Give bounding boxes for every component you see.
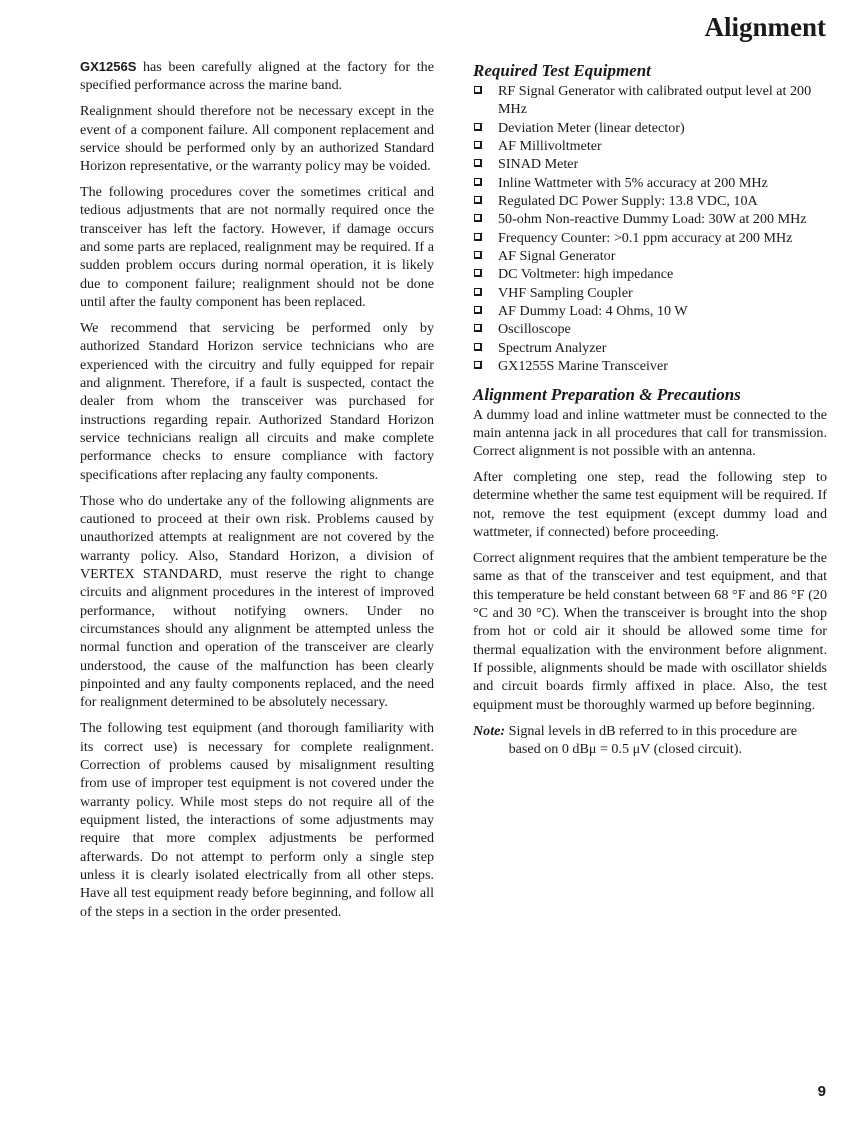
equipment-label: SINAD Meter bbox=[498, 156, 579, 173]
checkbox-icon bbox=[474, 214, 482, 222]
equipment-label: VHF Sampling Coupler bbox=[498, 284, 633, 301]
equipment-label: Spectrum Analyzer bbox=[498, 339, 607, 356]
equipment-label: DC Voltmeter: high impedance bbox=[498, 266, 674, 283]
note-label: Note: bbox=[473, 722, 509, 739]
equipment-label: 50-ohm Non-reactive Dummy Load: 30W at 200 MHz bbox=[498, 211, 807, 228]
equipment-item bbox=[473, 284, 827, 302]
note-text: Signal levels in dB referred to in this procedure are based on 0 dBμ = 0.5 μV (closed circuit). bbox=[508, 722, 798, 757]
right-column bbox=[473, 58, 827, 758]
paragraph: Realignment should therefore not be necessary except in the event of a component failure. All component replacement and service should be performed only by an authorized Standard Horizon representative, or the warranty policy may be voided. bbox=[80, 103, 434, 175]
equipment-label: Inline Wattmeter with 5% accuracy at 200 MHz bbox=[498, 174, 768, 191]
checkbox-icon bbox=[474, 288, 482, 296]
checkbox-icon bbox=[474, 269, 482, 277]
paragraph: A dummy load and inline wattmeter must be connected to the main antenna jack in all procedures that call for transmission. Correct alignment is not possible with an antenna. bbox=[473, 406, 827, 460]
paragraph: The following test equipment (and thorough familiarity with its correct use) is necessary for complete realignment. Correction of problems caused by misalignment resulting from use of improper test equipment is not covered under the warranty policy. While most steps do not require all of the equipment listed, the interactions of some adjustments may require that more complex adjustments be performed afterwards. Do not attempt to perform only a single step unless it is clearly isolated electrically from all other steps. Have all test equipment ready before beginning, and follow all of the steps in a section in the order presented. bbox=[80, 720, 434, 920]
equipment-item bbox=[473, 357, 827, 375]
equipment-label: Deviation Meter (linear detector) bbox=[498, 119, 685, 136]
paragraph: Those who do undertake any of the following alignments are cautioned to proceed at their own risk. Problems caused by unauthorized attempts at realignment are not covered by the warranty policy. Also, Standard Horizon, a division of VERTEX STANDARD, must reserve the right to change circuits and alignment procedures in the interest of improved performance, without notifying owners. Under no circumstances should any alignment be attempted unless the normal function and operation of the transceiver are clearly understood, the cause of the malfunction has been clearly pinpointed and any faulty components replaced, and the need for realignment determined to be absolutely necessary. bbox=[80, 492, 434, 711]
equipment-label: AF Signal Generator bbox=[498, 248, 616, 265]
checkbox-icon bbox=[474, 86, 482, 94]
equipment-label: Frequency Counter: >0.1 ppm accuracy at 200 MHz bbox=[498, 229, 793, 246]
equipment-item bbox=[473, 339, 827, 357]
checkbox-icon bbox=[474, 196, 482, 204]
model-name: GX1256S bbox=[80, 59, 137, 74]
checkbox-icon bbox=[474, 141, 482, 149]
page-number: 9 bbox=[817, 1083, 826, 1100]
intro-paragraph: GX1256S has been carefully aligned at the factory for the specified performance across the marine band. bbox=[80, 59, 434, 94]
page-title: Alignment bbox=[704, 12, 826, 42]
checkbox-icon bbox=[474, 324, 482, 332]
equipment-item bbox=[473, 192, 827, 210]
checkbox-icon bbox=[474, 123, 482, 131]
equipment-item bbox=[473, 302, 827, 320]
equipment-item bbox=[473, 265, 827, 283]
equipment-list bbox=[473, 82, 827, 376]
equipment-item bbox=[473, 137, 827, 155]
equipment-label: Regulated DC Power Supply: 13.8 VDC, 10A bbox=[498, 193, 758, 210]
preparation-heading: Alignment Preparation & Precautions bbox=[473, 384, 741, 404]
equipment-item bbox=[473, 247, 827, 265]
paragraph: After completing one step, read the following step to determine whether the same test equipment will be required. If not, remove the test equipment (except dummy load and wattmeter, if connected) before proceeding. bbox=[473, 469, 827, 541]
left-column bbox=[80, 58, 434, 928]
checkbox-icon bbox=[474, 306, 482, 314]
checkbox-icon bbox=[474, 178, 482, 186]
equipment-label: RF Signal Generator with calibrated output level at 200 MHz bbox=[498, 83, 812, 118]
paragraph: We recommend that servicing be performed only by authorized Standard Horizon service technicians who are experienced with the circuitry and fully equipped for repair and alignment. Therefore, if a fault is suspected, contact the dealer from whom the transceiver was purchased for instructions regarding repair. Authorized Standard Horizon service technicians realign all circuits and make complete performance checks to ensure compliance with factory specifications after replacing any faulty components. bbox=[80, 319, 434, 483]
equipment-item bbox=[473, 210, 827, 228]
equipment-item bbox=[473, 82, 827, 119]
paragraph: Correct alignment requires that the ambient temperature be the same as that of the transceiver and test equipment, and that this temperature be held constant between 68 °F and 86 °F (20 °C and 30 °C). When the transceiver is brought into the shop from hot or cold air it should be allowed some time for thermal equalization with the environment before alignment. If possible, alignments should be made with oscillator shields and circuit boards firmly affixed in place. Also, the test equipment must be thoroughly warmed up before beginning. bbox=[473, 549, 827, 713]
equipment-item bbox=[473, 119, 827, 137]
paragraph: The following procedures cover the sometimes critical and tedious adjustments that are not normally required once the transceiver has left the factory. However, if damage occurs and some parts are replaced, realignment may be required. If a sudden problem occurs during normal operation, it is likely due to component failure; realignment should not be done until after the faulty component has been replaced. bbox=[80, 184, 434, 311]
equipment-heading: Required Test Equipment bbox=[473, 61, 651, 80]
checkbox-icon bbox=[474, 361, 482, 369]
checkbox-icon bbox=[474, 343, 482, 351]
checkbox-icon bbox=[474, 159, 482, 167]
equipment-label: AF Millivoltmeter bbox=[498, 138, 602, 155]
equipment-item bbox=[473, 229, 827, 247]
equipment-label: GX1255S Marine Transceiver bbox=[498, 358, 668, 375]
equipment-item bbox=[473, 155, 827, 173]
equipment-item bbox=[473, 174, 827, 192]
checkbox-icon bbox=[474, 233, 482, 241]
equipment-item bbox=[473, 320, 827, 338]
equipment-label: Oscilloscope bbox=[498, 321, 571, 338]
note bbox=[473, 722, 827, 759]
equipment-label: AF Dummy Load: 4 Ohms, 10 W bbox=[498, 303, 688, 320]
checkbox-icon bbox=[474, 251, 482, 259]
